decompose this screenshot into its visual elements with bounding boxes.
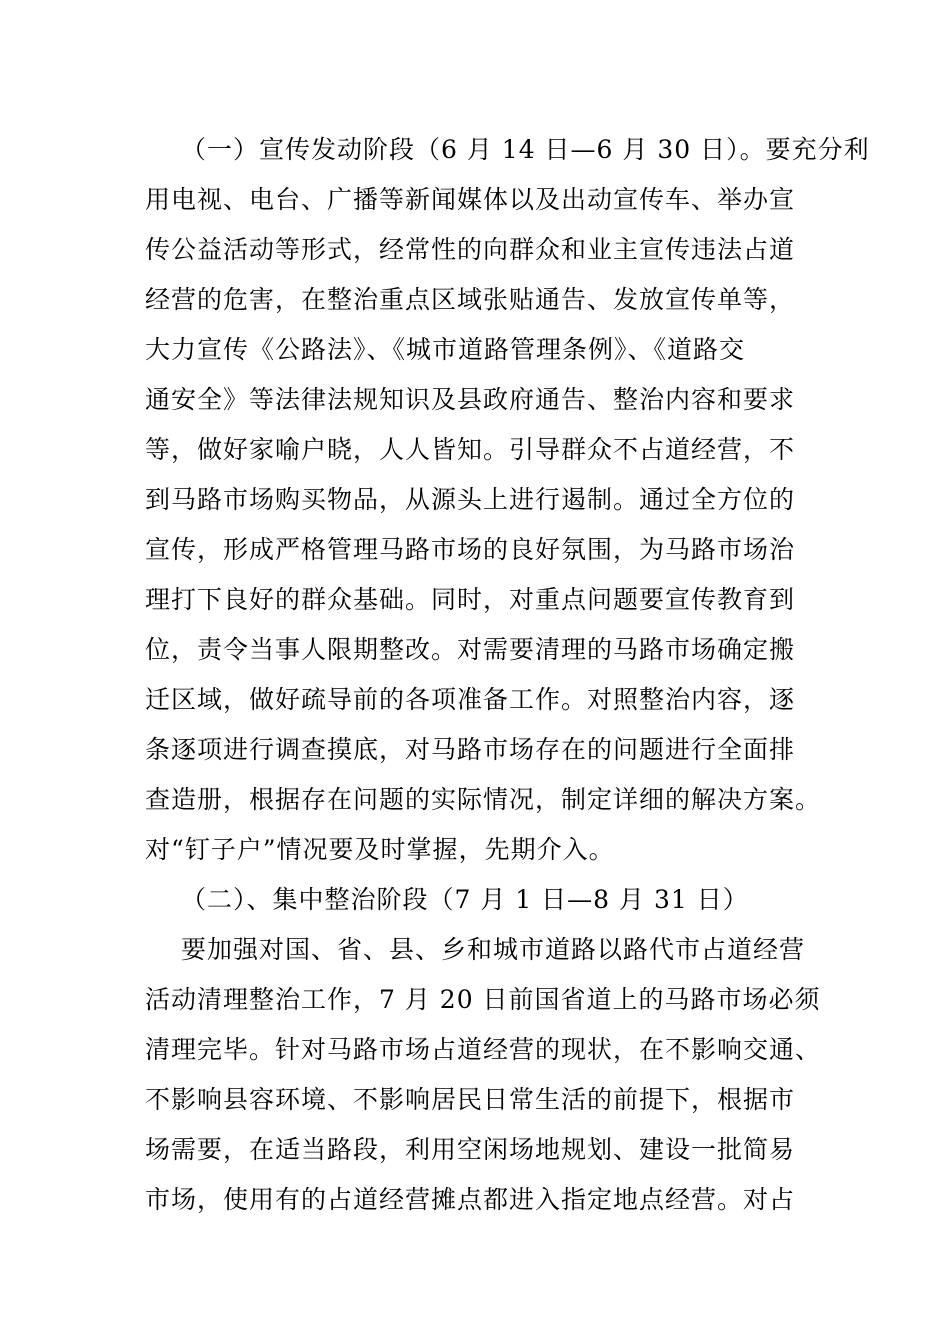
section-heading: （二）、集中整治阶段（7 月 1 日—8 月 31 日） bbox=[181, 885, 749, 914]
text-line: （一）宣传发动阶段（6 月 14 日—6 月 30 日）。要充分利 bbox=[181, 135, 870, 164]
text-line: 经营的危害，在整治重点区域张贴通告、发放宣传单等， bbox=[145, 285, 796, 314]
text-line: 迁区域，做好疏导前的各项准备工作。对照整治内容，逐 bbox=[145, 685, 796, 714]
text-line: 传公益活动等形式，经常性的向群众和业主宣传违法占道 bbox=[145, 235, 796, 264]
text-line: 查造册，根据存在问题的实际情况，制定详细的解决方案。 bbox=[145, 785, 822, 814]
text-line: 理打下良好的群众基础。同时，对重点问题要宣传教育到 bbox=[145, 585, 796, 614]
text-line: 场需要，在适当路段，利用空闲场地规划、建设一批简易 bbox=[145, 1135, 796, 1164]
text-line: 活动清理整治工作，7 月 20 日前国省道上的马路市场必须 bbox=[145, 985, 821, 1014]
text-line: 对“钉子户”情况要及时掌握，先期介入。 bbox=[145, 835, 615, 864]
text-line: 不影响县容环境、不影响居民日常生活的前提下，根据市 bbox=[145, 1085, 796, 1114]
text-line: 清理完毕。针对马路市场占道经营的现状，在不影响交通、 bbox=[145, 1035, 822, 1064]
text-line: 大力宣传《公路法》、《城市道路管理条例》、《道路交 bbox=[145, 335, 746, 364]
text-line: 通安全》等法律法规知识及县政府通告、整治内容和要求 bbox=[145, 385, 796, 414]
text-line: 等，做好家喻户晓，人人皆知。引导群众不占道经营，不 bbox=[145, 435, 796, 464]
text-line: 位，责令当事人限期整改。对需要清理的马路市场确定搬 bbox=[145, 635, 796, 664]
text-line: 条逐项进行调查摸底，对马路市场存在的问题进行全面排 bbox=[145, 735, 796, 764]
text-line: 市场，使用有的占道经营摊点都进入指定地点经营。对占 bbox=[145, 1185, 796, 1214]
text-line: 到马路市场购买物品，从源头上进行遏制。通过全方位的 bbox=[145, 485, 796, 514]
text-line: 用电视、电台、广播等新闻媒体以及出动宣传车、举办宣 bbox=[145, 185, 796, 214]
text-line: 宣传，形成严格管理马路市场的良好氛围，为马路市场治 bbox=[145, 535, 796, 564]
text-line: 要加强对国、省、县、乡和城市道路以路代市占道经营 bbox=[181, 935, 806, 964]
